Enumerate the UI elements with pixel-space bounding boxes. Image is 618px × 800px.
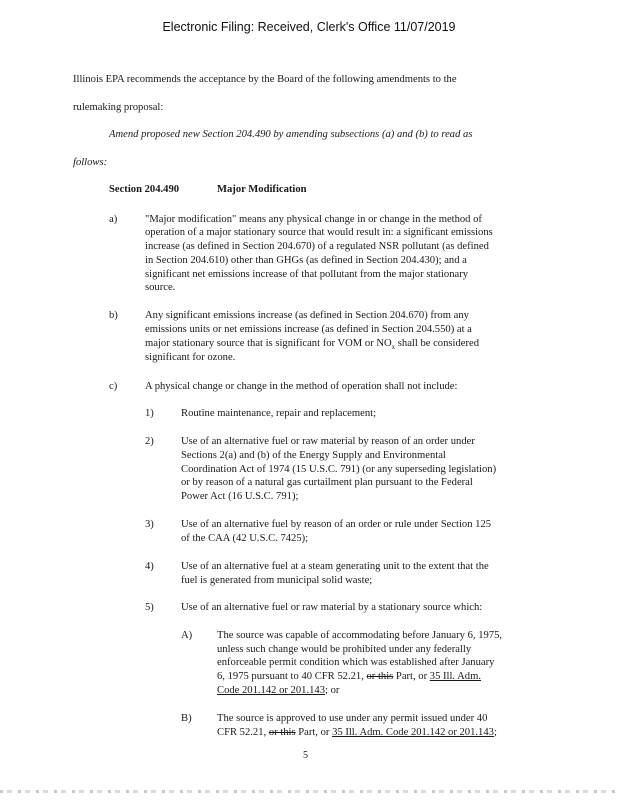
intro-line-2: rulemaking proposal: bbox=[73, 102, 164, 113]
item-5-a-line: The source was capable of accommodating before January 6, 1975, bbox=[217, 630, 503, 641]
item-5-a-line-4-pre: 6, 1975 pursuant to 40 CFR 52.21, bbox=[217, 671, 367, 682]
inserted-text: 35 Ill. Adm. Code 201.142 or 201.143 bbox=[332, 727, 494, 738]
item-4-line: fuel is generated from municipal solid waste; bbox=[181, 575, 373, 586]
subsection-a-label: a) bbox=[109, 214, 118, 225]
subsection-b-label: b) bbox=[109, 310, 118, 321]
amend-instruction-line-2: follows: bbox=[73, 157, 108, 168]
subsection-a-line: increase (as defined in Section 204.670) of a regulated NSR pollutant (as defined bbox=[145, 241, 489, 252]
subsection-a-line: operation of a major stationary source that would result in: a significant emissions bbox=[145, 227, 493, 238]
item-2-line: Coordination Act of 1974 (15 U.S.C. 791) (or any superseding legislation) bbox=[181, 464, 497, 475]
subsection-c-text: A physical change or change in the method of operation shall not include: bbox=[145, 381, 458, 392]
subsection-a-line: in Section 204.610) other than GHGs (as defined in Section 204.430); and a bbox=[145, 255, 467, 266]
subsection-b-line: significant for ozone. bbox=[145, 352, 236, 363]
subsection-c-label: c) bbox=[109, 381, 118, 392]
item-5-line: Use of an alternative fuel or raw material by a stationary source which: bbox=[181, 602, 483, 613]
inserted-text: 35 Ill. Adm. bbox=[429, 671, 481, 682]
filing-header: Electronic Filing: Received, Clerk's Office 11/07/2019 bbox=[162, 20, 456, 34]
item-5-a-line: enforceable permit condition which was established after January bbox=[217, 657, 495, 668]
deleted-text: or this bbox=[268, 727, 296, 738]
item-5-a-line-4-mid: Part, or bbox=[393, 671, 430, 682]
scan-artifact-footer bbox=[0, 790, 618, 793]
item-2-line: Sections 2(a) and (b) of the Energy Supply and Environmental bbox=[181, 450, 446, 461]
item-2-label: 2) bbox=[145, 436, 154, 447]
subsection-b-line-3-text: major stationary source that is significant for VOM or NO bbox=[145, 338, 392, 349]
item-5-a-line-5-tail: ; or bbox=[325, 685, 340, 696]
subsection-b-line: emissions units or net emissions increase (as defined in Section 204.550) at a bbox=[145, 324, 472, 335]
item-5-label: 5) bbox=[145, 602, 154, 613]
item-5-a-line bbox=[217, 684, 339, 698]
item-5-a-line: unless such change would be prohibited under any federally bbox=[217, 644, 472, 655]
inserted-text: Code 201.142 or 201.143 bbox=[217, 685, 325, 696]
subscript-x: x bbox=[391, 343, 396, 352]
item-5-b-line bbox=[217, 726, 497, 740]
item-2-line: Use of an alternative fuel or raw material by reason of an order under bbox=[181, 436, 475, 447]
item-5-b-line-2-tail: ; bbox=[493, 727, 497, 738]
subsection-a-line: "Major modification" means any physical change in or change in the method of bbox=[145, 214, 482, 225]
page-number: 5 bbox=[303, 750, 308, 761]
item-5-b-label: B) bbox=[181, 713, 192, 724]
intro-line-1: Illinois EPA recommends the acceptance by the Board of the following amendments to the bbox=[73, 74, 457, 85]
item-5-b-line-2-pre: CFR 52.21, bbox=[217, 727, 269, 738]
amend-instruction-line-1: Amend proposed new Section 204.490 by amending subsections (a) and (b) to read as bbox=[109, 129, 473, 140]
item-2-line: or by reason of a natural gas curtailment plan pursuant to the Federal bbox=[181, 477, 473, 488]
item-3-line: Use of an alternative fuel by reason of an order or rule under Section 125 bbox=[181, 519, 492, 530]
item-5-b-line: The source is approved to use under any permit issued under 40 bbox=[217, 713, 488, 724]
subsection-b-line: Any significant emissions increase (as defined in Section 204.670) from any bbox=[145, 310, 469, 321]
subsection-a-line: significant net emissions increase of that pollutant from the major stationary bbox=[145, 269, 469, 280]
item-5-b-line-2-mid: Part, or bbox=[295, 727, 333, 738]
section-title: Major Modification bbox=[217, 184, 307, 195]
item-3-label: 3) bbox=[145, 519, 154, 530]
item-3-line: of the CAA (42 U.S.C. 7425); bbox=[181, 533, 309, 544]
item-1-label: 1) bbox=[145, 408, 154, 419]
section-number: Section 204.490 bbox=[109, 184, 180, 195]
item-5-a-line bbox=[217, 670, 481, 684]
subsection-a-line: source. bbox=[145, 282, 176, 293]
item-4-line: Use of an alternative fuel at a steam generating unit to the extent that the bbox=[181, 561, 489, 572]
item-2-line: Power Act (16 U.S.C. 791); bbox=[181, 491, 299, 502]
item-5-a-label: A) bbox=[181, 630, 193, 641]
item-1-line: Routine maintenance, repair and replacement; bbox=[181, 408, 377, 419]
item-4-label: 4) bbox=[145, 561, 154, 572]
subsection-b-line-3-tail: shall be considered bbox=[395, 338, 479, 349]
deleted-text: or this bbox=[366, 671, 394, 682]
